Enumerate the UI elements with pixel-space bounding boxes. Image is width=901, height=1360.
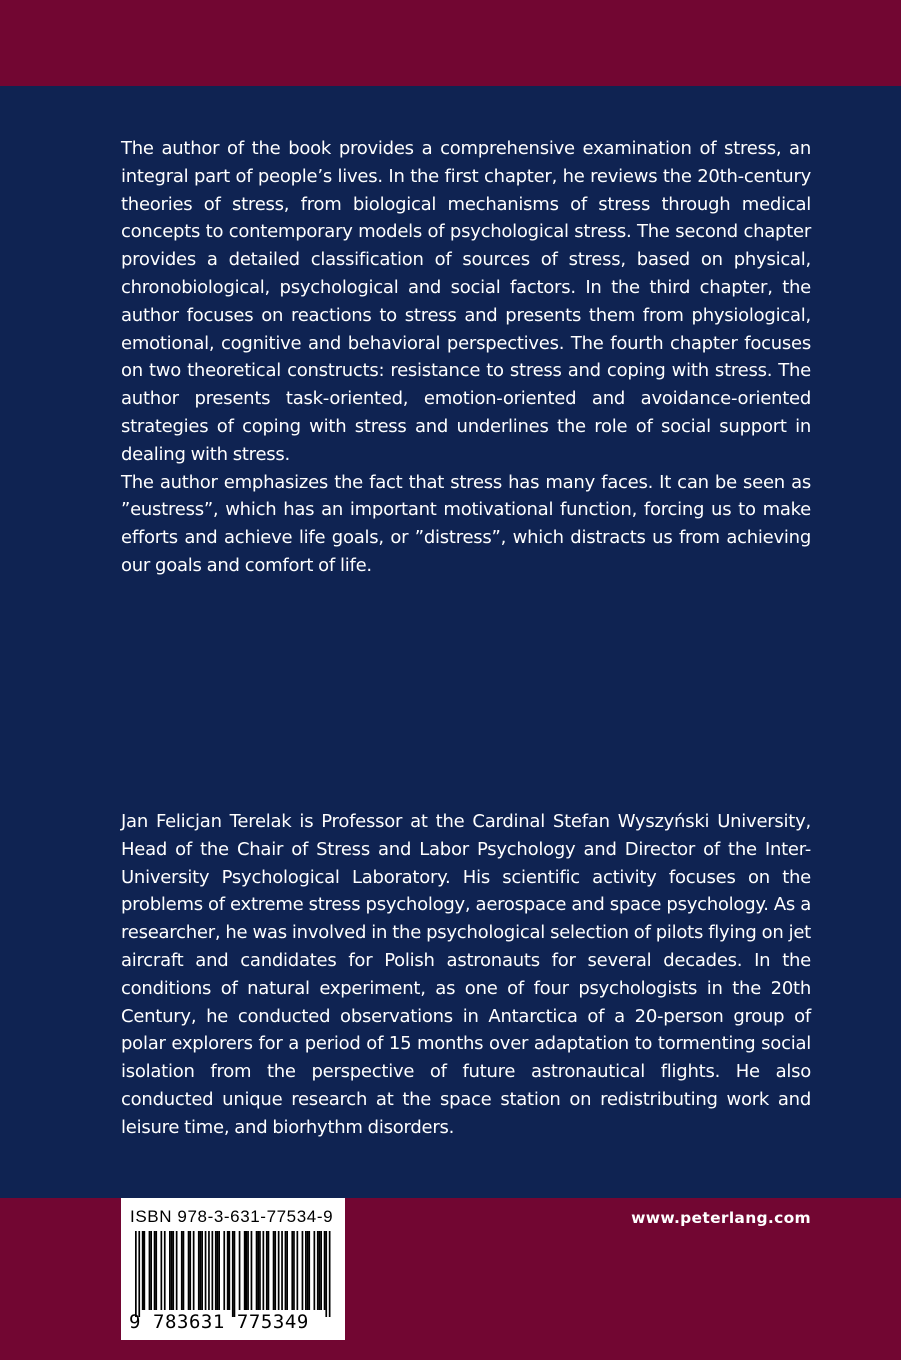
barcode-bar (154, 1231, 156, 1310)
barcode-bar (218, 1231, 220, 1310)
barcode-bar (268, 1231, 270, 1310)
barcode-bar (205, 1231, 207, 1310)
barcode-bar (274, 1231, 276, 1310)
barcode-bar (293, 1231, 295, 1310)
barcode-bar (169, 1231, 171, 1310)
isbn-barcode (121, 1198, 345, 1340)
barcode-bar (142, 1231, 144, 1310)
barcode-bar (305, 1231, 307, 1310)
barcode-bar (189, 1231, 191, 1310)
barcode-bar (257, 1231, 259, 1310)
barcode-bar (308, 1231, 310, 1310)
barcode-bar (161, 1231, 163, 1310)
barcode-bar (319, 1231, 321, 1310)
barcode-bar (229, 1231, 231, 1310)
barcode-bar (263, 1231, 265, 1310)
barcode-bar (244, 1231, 246, 1310)
barcode-bar (239, 1231, 241, 1310)
barcode-bar (259, 1231, 261, 1310)
barcode-bar (286, 1231, 288, 1310)
barcode-bar (201, 1231, 203, 1310)
barcode-bar (155, 1231, 157, 1310)
barcode-bar (227, 1231, 229, 1310)
barcode-bar (150, 1231, 152, 1310)
barcode-bar (314, 1231, 316, 1310)
barcode-bar (215, 1231, 217, 1310)
barcode-bar (138, 1231, 140, 1317)
barcode-bar (317, 1231, 319, 1310)
barcode-bar (256, 1231, 258, 1310)
barcode-bar (212, 1231, 214, 1310)
top-color-band (0, 0, 901, 86)
barcode-bar (193, 1231, 195, 1310)
barcode-bar (297, 1231, 299, 1310)
barcode-bar (251, 1231, 253, 1310)
barcode-bar (144, 1231, 146, 1310)
barcode-bar (223, 1231, 225, 1310)
barcode-bar (171, 1231, 173, 1310)
barcode-bar (200, 1231, 202, 1310)
barcode-bar (135, 1231, 137, 1317)
book-summary (121, 135, 811, 580)
barcode-bar (232, 1231, 234, 1317)
barcode-bar (285, 1231, 287, 1310)
author-bio-text: Jan Felicjan Terelak is Professor at the Cardinal Stefan Wyszyński University, Head of the Chair of Stress and Labor Psychology and Director of the Inter-University Psychological Laboratory. His scientific activity focuses on the problems of extreme stress psychology, aerospace and space psychology. As a researcher, he was involved in the psychological selection of pilots flying on jet aircraft and candidates for Polish astronauts for several decades. In the conditions of natural experiment, as one of four psychologists in the 20th Century, he conducted observations in Antarctica of a 20-person group of polar explorers for a period of 15 months over adaptation to tormenting social isolation from the perspective of future astronautical flights. He also conducted unique research at the space station on redistributing work and leisure time, and biorhythm disorders. (121, 811, 811, 1138)
barcode-bar (325, 1231, 327, 1317)
barcode-bar (291, 1231, 293, 1310)
barcode-bar (208, 1231, 210, 1310)
barcode-bar (278, 1231, 280, 1310)
barcode-bar (307, 1231, 309, 1310)
barcode-digits: 9 783631 775349 (129, 1311, 309, 1333)
barcode-bar (183, 1231, 185, 1310)
barcode-bar (176, 1231, 178, 1310)
barcode-bar (172, 1231, 174, 1310)
barcode-bar (149, 1231, 151, 1310)
barcode-bar (217, 1231, 219, 1310)
author-biography (121, 808, 811, 1142)
summary-paragraph-1: The author of the book provides a comprehensive examination of stress, an integral part of people’s lives. In the first chapter, he reviews the 20th-century theories of stress, from biological mechanisms of stress through medical concepts to contemporary models of psychological stress. The second chapter provides a detailed classification of sources of stress, based on physical, chronobiological, psychological and social factors. In the third chapter, the author focuses on reactions to stress and presents them from physiological, emotional, cognitive and behavioral perspectives. The fourth chapter focuses on two theoretical constructs: resistance to stress and coping with stress. The author presents task-oriented, emotion-oriented and avoidance-oriented strategies of coping with stress and underlines the role of social support in dealing with stress. (121, 138, 811, 465)
barcode-bar (246, 1231, 248, 1310)
barcode-bar (273, 1231, 275, 1310)
barcode-bar (164, 1231, 166, 1310)
barcode-bar (188, 1231, 190, 1310)
barcode-bar (247, 1231, 249, 1310)
barcode-bar (302, 1231, 304, 1310)
barcode-bar (266, 1231, 268, 1310)
isbn-label: ISBN 978-3-631-77534-9 (130, 1207, 334, 1226)
barcode-bar (181, 1231, 183, 1310)
summary-paragraph-2: The author emphasizes the fact that stress has many faces. It can be seen as ”eustress”, which has an important motivational function, forcing us to make efforts and achieve life goals, or ”distress”, which distracts us from achieving our goals and comfort of life. (121, 471, 811, 576)
barcode-bar (324, 1231, 326, 1310)
barcode-bar (234, 1231, 236, 1317)
barcode-bar (329, 1231, 331, 1317)
barcode-bar (320, 1231, 322, 1310)
publisher-website: www.peterlang.com (631, 1209, 811, 1227)
barcode-bar (198, 1231, 200, 1310)
barcode-bar (281, 1231, 283, 1310)
